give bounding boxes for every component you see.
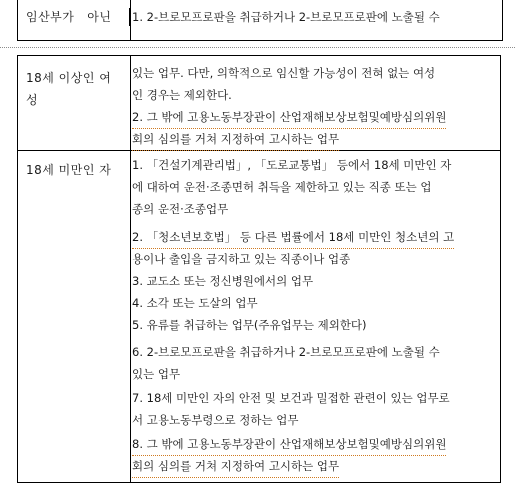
label-minors: 18세 미만인 자: [26, 163, 112, 177]
row-text-line: 4. 소각 또는 도살의 업무: [132, 296, 258, 310]
row-text-line: 인 경우는 제외한다.: [132, 88, 232, 102]
row-text-line: 6. 2-브로모프로판을 취급하거나 2-브로모프로판에 노출될 수: [132, 345, 440, 359]
column-divider: [130, 56, 131, 482]
row-text-line: 1. 「건설기계관리법」, 「도로교통법」 등에서 18세 미만인 자: [132, 158, 452, 172]
row-text-line: 있는 업무. 다만, 의학적으로 임신할 가능성이 전혀 없는 여성: [132, 66, 436, 80]
label-adult-women-line1: 18세 이상인 여: [26, 71, 112, 85]
label-not-pregnant: 임산부가 아닌: [26, 10, 112, 24]
label-adult-women-line2: 성: [26, 93, 39, 107]
row-text-line: 5. 유류를 취급하는 업무(주유업무는 제외한다): [132, 318, 367, 332]
column-divider: [130, 0, 131, 40]
row-text-line: 에 대하여 운전·조종면허 취득을 제한하고 있는 직종 또는 업: [132, 180, 432, 194]
row-text-line: 7. 18세 미만인 자의 안전 및 보건과 밀접한 관련이 있는 업무로: [132, 391, 450, 405]
row-text-line: 1. 2-브로모프로판을 취급하거나 2-브로모프로판에 노출될 수: [132, 10, 440, 24]
row-text-line: 회의 심의를 거쳐 지정하여 고시하는 업무: [132, 455, 339, 478]
row-text-line: 3. 교도소 또는 정신병원에서의 업무: [132, 274, 314, 288]
row-text-line: 용이나 출입을 금지하고 있는 직종이나 업종: [132, 252, 351, 266]
row-text-line: 회의 심의를 거쳐 지정하여 고시하는 업무: [132, 128, 339, 151]
row-text-line: 서 고용노동부령으로 정하는 업무: [132, 413, 299, 427]
row-text-line: 8. 그 밖에 고용노동부장관이 산업재해보상보험및예방심의위원: [132, 433, 446, 456]
row-text-line: 있는 업무: [132, 367, 181, 381]
row-text-line: 2. 「청소년보호법」 등 다른 법률에서 18세 미만인 청소년의 고: [132, 226, 454, 249]
row-text-line: 2. 그 밖에 고용노동부장관이 산업재해보상보험및예방심의위원: [132, 106, 446, 129]
page-break: [0, 47, 515, 48]
row-text-line: 종의 운전·조종업무: [132, 202, 229, 216]
text-cursor: [129, 8, 130, 26]
